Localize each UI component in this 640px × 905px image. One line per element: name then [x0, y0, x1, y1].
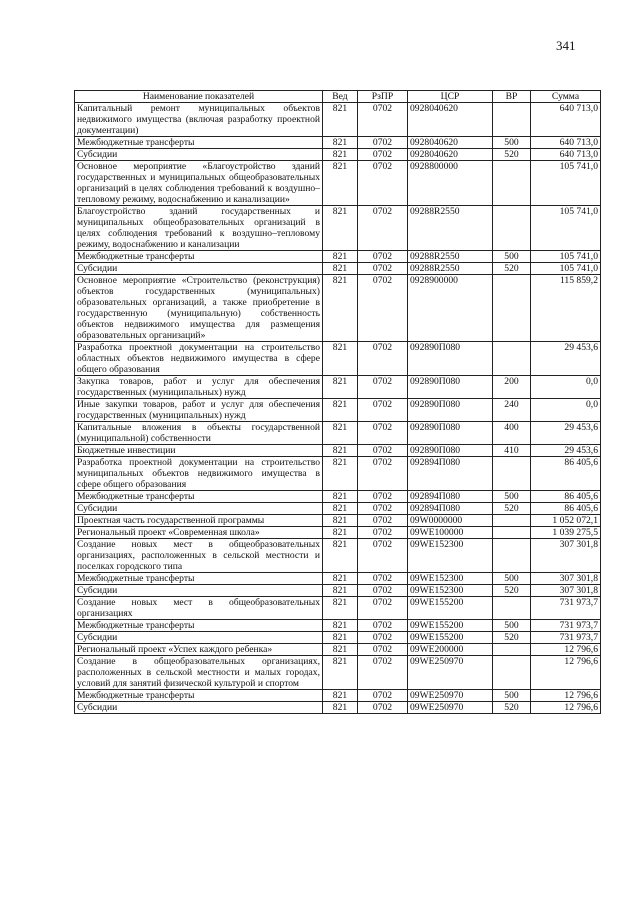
row-vr-cell: 500 — [493, 573, 531, 585]
row-rzpr-cell: 0702 — [358, 376, 408, 399]
row-vr-cell — [493, 103, 531, 137]
row-sum-cell: 731 973,7 — [531, 620, 601, 632]
table-body — [75, 103, 601, 714]
table-row — [75, 251, 601, 263]
row-vr-cell: 520 — [493, 149, 531, 161]
row-name-cell: Разработка проектной документации на строительство областных объектов недвижимого имущества в сфере общего образования — [75, 342, 323, 376]
row-vr-cell — [493, 161, 531, 206]
row-sum-cell: 105 741,0 — [531, 161, 601, 206]
row-vr-cell: 500 — [493, 690, 531, 702]
row-rzpr-cell: 0702 — [358, 539, 408, 573]
table-row — [75, 275, 601, 342]
table-row — [75, 585, 601, 597]
row-csr-cell: 092894П080 — [408, 457, 493, 491]
row-sum-cell: 86 405,6 — [531, 491, 601, 503]
table-row — [75, 702, 601, 714]
row-ved-cell: 821 — [323, 376, 358, 399]
row-vr-cell — [493, 656, 531, 690]
row-name-cell: Капитальные вложения в объекты государственной (муниципальной) собственности — [75, 422, 323, 445]
row-ved-cell: 821 — [323, 137, 358, 149]
row-sum-cell: 307 301,8 — [531, 585, 601, 597]
row-ved-cell: 821 — [323, 103, 358, 137]
table-row — [75, 263, 601, 275]
budget-table — [74, 90, 601, 714]
row-ved-cell: 821 — [323, 573, 358, 585]
row-name-cell: Субсидии — [75, 503, 323, 515]
row-vr-cell — [493, 539, 531, 573]
row-name-cell: Создание новых мест в общеобразовательных организациях, расположенных в сельской местности и поселках городского типа — [75, 539, 323, 573]
row-csr-cell: 09WE250970 — [408, 656, 493, 690]
row-vr-cell: 500 — [493, 251, 531, 263]
row-sum-cell: 12 796,6 — [531, 702, 601, 714]
row-name-cell: Субсидии — [75, 149, 323, 161]
row-rzpr-cell: 0702 — [358, 251, 408, 263]
row-ved-cell: 821 — [323, 656, 358, 690]
row-rzpr-cell: 0702 — [358, 342, 408, 376]
table-row — [75, 376, 601, 399]
row-csr-cell: 09WE155200 — [408, 632, 493, 644]
row-rzpr-cell: 0702 — [358, 149, 408, 161]
row-ved-cell: 821 — [323, 445, 358, 457]
row-name-cell: Иные закупки товаров, работ и услуг для обеспечения государственных (муниципальных) нужд — [75, 399, 323, 422]
row-rzpr-cell: 0702 — [358, 103, 408, 137]
column-header-ved: Вед — [323, 91, 358, 103]
row-csr-cell: 092894П080 — [408, 491, 493, 503]
row-rzpr-cell: 0702 — [358, 632, 408, 644]
column-header-csr: ЦСР — [408, 91, 493, 103]
row-vr-cell — [493, 206, 531, 251]
column-header-name: Наименование показателей — [75, 91, 323, 103]
row-rzpr-cell: 0702 — [358, 422, 408, 445]
row-rzpr-cell: 0702 — [358, 137, 408, 149]
row-csr-cell: 0928900000 — [408, 275, 493, 342]
row-sum-cell: 1 052 072,1 — [531, 515, 601, 527]
row-csr-cell: 09WE152300 — [408, 585, 493, 597]
row-ved-cell: 821 — [323, 539, 358, 573]
row-rzpr-cell: 0702 — [358, 573, 408, 585]
row-ved-cell: 821 — [323, 597, 358, 620]
row-name-cell: Проектная часть государственной программы — [75, 515, 323, 527]
row-vr-cell: 500 — [493, 137, 531, 149]
row-sum-cell: 115 859,2 — [531, 275, 601, 342]
row-sum-cell: 12 796,6 — [531, 690, 601, 702]
table-row — [75, 620, 601, 632]
row-rzpr-cell: 0702 — [358, 585, 408, 597]
row-sum-cell: 29 453,6 — [531, 445, 601, 457]
row-sum-cell: 29 453,6 — [531, 342, 601, 376]
table-row — [75, 161, 601, 206]
row-name-cell: Межбюджетные трансферты — [75, 690, 323, 702]
row-ved-cell: 821 — [323, 644, 358, 656]
row-vr-cell — [493, 515, 531, 527]
row-name-cell: Субсидии — [75, 702, 323, 714]
column-header-rzpr: РзПР — [358, 91, 408, 103]
row-sum-cell: 12 796,6 — [531, 644, 601, 656]
row-csr-cell: 09WE152300 — [408, 539, 493, 573]
row-name-cell: Межбюджетные трансферты — [75, 491, 323, 503]
row-sum-cell: 29 453,6 — [531, 422, 601, 445]
row-name-cell: Субсидии — [75, 585, 323, 597]
table-row — [75, 515, 601, 527]
table-row — [75, 527, 601, 539]
row-name-cell: Основное мероприятие «Строительство (реконструкция) объектов государственных (муниципальных) образовательных организаций, а также приобретение в государственную (муниципальную) собственность объектов недвижимого имущества для размещения образовательных организаций» — [75, 275, 323, 342]
row-csr-cell: 09WE155200 — [408, 597, 493, 620]
row-vr-cell: 520 — [493, 503, 531, 515]
row-ved-cell: 821 — [323, 690, 358, 702]
row-sum-cell: 1 039 275,5 — [531, 527, 601, 539]
row-sum-cell: 640 713,0 — [531, 103, 601, 137]
row-vr-cell: 520 — [493, 702, 531, 714]
row-ved-cell: 821 — [323, 422, 358, 445]
row-vr-cell — [493, 644, 531, 656]
row-csr-cell: 092894П080 — [408, 503, 493, 515]
row-csr-cell: 092890П080 — [408, 445, 493, 457]
page-number: 341 — [556, 38, 576, 53]
row-name-cell: Межбюджетные трансферты — [75, 620, 323, 632]
table-row — [75, 491, 601, 503]
row-rzpr-cell: 0702 — [358, 399, 408, 422]
row-name-cell: Субсидии — [75, 632, 323, 644]
row-rzpr-cell: 0702 — [358, 597, 408, 620]
table-row — [75, 597, 601, 620]
row-name-cell: Благоустройство зданий государственных и муниципальных общеобразовательных организаций в целях соблюдения требований к воздушно–тепловому режиму, водоснабжению и канализации — [75, 206, 323, 251]
row-ved-cell: 821 — [323, 263, 358, 275]
row-vr-cell — [493, 527, 531, 539]
row-rzpr-cell: 0702 — [358, 527, 408, 539]
row-rzpr-cell: 0702 — [358, 702, 408, 714]
table-row — [75, 539, 601, 573]
row-rzpr-cell: 0702 — [358, 656, 408, 690]
row-name-cell: Межбюджетные трансферты — [75, 251, 323, 263]
row-csr-cell: 092890П080 — [408, 422, 493, 445]
row-sum-cell: 105 741,0 — [531, 263, 601, 275]
row-ved-cell: 821 — [323, 206, 358, 251]
row-vr-cell — [493, 597, 531, 620]
row-ved-cell: 821 — [323, 399, 358, 422]
row-rzpr-cell: 0702 — [358, 515, 408, 527]
row-sum-cell: 640 713,0 — [531, 149, 601, 161]
row-rzpr-cell: 0702 — [358, 263, 408, 275]
row-sum-cell: 105 741,0 — [531, 251, 601, 263]
table-row — [75, 206, 601, 251]
row-rzpr-cell: 0702 — [358, 503, 408, 515]
row-csr-cell: 0928040620 — [408, 137, 493, 149]
row-csr-cell: 09288R2550 — [408, 206, 493, 251]
table-row — [75, 503, 601, 515]
row-ved-cell: 821 — [323, 161, 358, 206]
row-rzpr-cell: 0702 — [358, 690, 408, 702]
column-header-vr: ВР — [493, 91, 531, 103]
row-ved-cell: 821 — [323, 585, 358, 597]
row-name-cell: Региональный проект «Успех каждого ребенка» — [75, 644, 323, 656]
row-ved-cell: 821 — [323, 251, 358, 263]
row-vr-cell: 410 — [493, 445, 531, 457]
table-row — [75, 137, 601, 149]
row-csr-cell: 092890П080 — [408, 376, 493, 399]
row-vr-cell — [493, 275, 531, 342]
row-ved-cell: 821 — [323, 515, 358, 527]
row-name-cell: Основное мероприятие «Благоустройство зданий государственных и муниципальных общеобразовательных организаций в целях соблюдения требований к воздушно–тепловому режиму, водоснабжению и канализации» — [75, 161, 323, 206]
table-header — [75, 91, 601, 103]
row-name-cell: Межбюджетные трансферты — [75, 573, 323, 585]
row-name-cell: Создание новых мест в общеобразовательных организациях — [75, 597, 323, 620]
row-rzpr-cell: 0702 — [358, 491, 408, 503]
table-row — [75, 103, 601, 137]
row-csr-cell: 092890П080 — [408, 342, 493, 376]
row-sum-cell: 105 741,0 — [531, 206, 601, 251]
row-name-cell: Межбюджетные трансферты — [75, 137, 323, 149]
row-vr-cell: 520 — [493, 585, 531, 597]
row-ved-cell: 821 — [323, 457, 358, 491]
table-row — [75, 445, 601, 457]
row-csr-cell: 09288R2550 — [408, 251, 493, 263]
row-rzpr-cell: 0702 — [358, 644, 408, 656]
table-row — [75, 690, 601, 702]
table-row — [75, 656, 601, 690]
row-vr-cell: 520 — [493, 263, 531, 275]
row-vr-cell: 240 — [493, 399, 531, 422]
row-rzpr-cell: 0702 — [358, 275, 408, 342]
row-ved-cell: 821 — [323, 275, 358, 342]
row-name-cell: Закупка товаров, работ и услуг для обеспечения государственных (муниципальных) нужд — [75, 376, 323, 399]
row-csr-cell: 09WE250970 — [408, 702, 493, 714]
row-rzpr-cell: 0702 — [358, 161, 408, 206]
header-row — [75, 91, 601, 103]
row-sum-cell: 0,0 — [531, 376, 601, 399]
row-sum-cell: 0,0 — [531, 399, 601, 422]
row-rzpr-cell: 0702 — [358, 445, 408, 457]
row-ved-cell: 821 — [323, 527, 358, 539]
row-ved-cell: 821 — [323, 632, 358, 644]
row-sum-cell: 86 405,6 — [531, 457, 601, 491]
row-sum-cell: 12 796,6 — [531, 656, 601, 690]
row-name-cell: Субсидии — [75, 263, 323, 275]
row-ved-cell: 821 — [323, 620, 358, 632]
table-row — [75, 644, 601, 656]
row-csr-cell: 0928800000 — [408, 161, 493, 206]
row-vr-cell — [493, 342, 531, 376]
row-ved-cell: 821 — [323, 491, 358, 503]
row-csr-cell: 09288R2550 — [408, 263, 493, 275]
row-ved-cell: 821 — [323, 503, 358, 515]
row-csr-cell: 09WE152300 — [408, 573, 493, 585]
row-csr-cell: 09W0000000 — [408, 515, 493, 527]
row-sum-cell: 307 301,8 — [531, 573, 601, 585]
row-sum-cell: 86 405,6 — [531, 503, 601, 515]
table-row — [75, 573, 601, 585]
table-row — [75, 632, 601, 644]
table-row — [75, 399, 601, 422]
row-sum-cell: 731 973,7 — [531, 632, 601, 644]
row-vr-cell: 500 — [493, 620, 531, 632]
table-row — [75, 342, 601, 376]
row-csr-cell: 0928040620 — [408, 103, 493, 137]
table-row — [75, 149, 601, 161]
row-csr-cell: 09WE250970 — [408, 690, 493, 702]
row-csr-cell: 0928040620 — [408, 149, 493, 161]
row-name-cell: Бюджетные инвестиции — [75, 445, 323, 457]
row-csr-cell: 09WE155200 — [408, 620, 493, 632]
table-row — [75, 457, 601, 491]
row-rzpr-cell: 0702 — [358, 457, 408, 491]
row-sum-cell: 307 301,8 — [531, 539, 601, 573]
row-vr-cell — [493, 457, 531, 491]
row-ved-cell: 821 — [323, 342, 358, 376]
row-name-cell: Региональный проект «Современная школа» — [75, 527, 323, 539]
row-vr-cell: 520 — [493, 632, 531, 644]
row-name-cell: Капитальный ремонт муниципальных объектов недвижимого имущества (включая разработку проектной документации) — [75, 103, 323, 137]
row-csr-cell: 092890П080 — [408, 399, 493, 422]
row-ved-cell: 821 — [323, 702, 358, 714]
row-sum-cell: 640 713,0 — [531, 137, 601, 149]
row-vr-cell: 200 — [493, 376, 531, 399]
table-row — [75, 422, 601, 445]
row-csr-cell: 09WE200000 — [408, 644, 493, 656]
row-name-cell: Создание в общеобразовательных организациях, расположенных в сельской местности и малых городах, условий для занятий физической культурой и спортом — [75, 656, 323, 690]
column-header-sum: Сумма — [531, 91, 601, 103]
row-vr-cell: 500 — [493, 491, 531, 503]
row-csr-cell: 09WE100000 — [408, 527, 493, 539]
row-rzpr-cell: 0702 — [358, 206, 408, 251]
row-rzpr-cell: 0702 — [358, 620, 408, 632]
row-vr-cell: 400 — [493, 422, 531, 445]
row-ved-cell: 821 — [323, 149, 358, 161]
row-sum-cell: 731 973,7 — [531, 597, 601, 620]
row-name-cell: Разработка проектной документации на строительство муниципальных объектов недвижимого имущества в сфере общего образования — [75, 457, 323, 491]
